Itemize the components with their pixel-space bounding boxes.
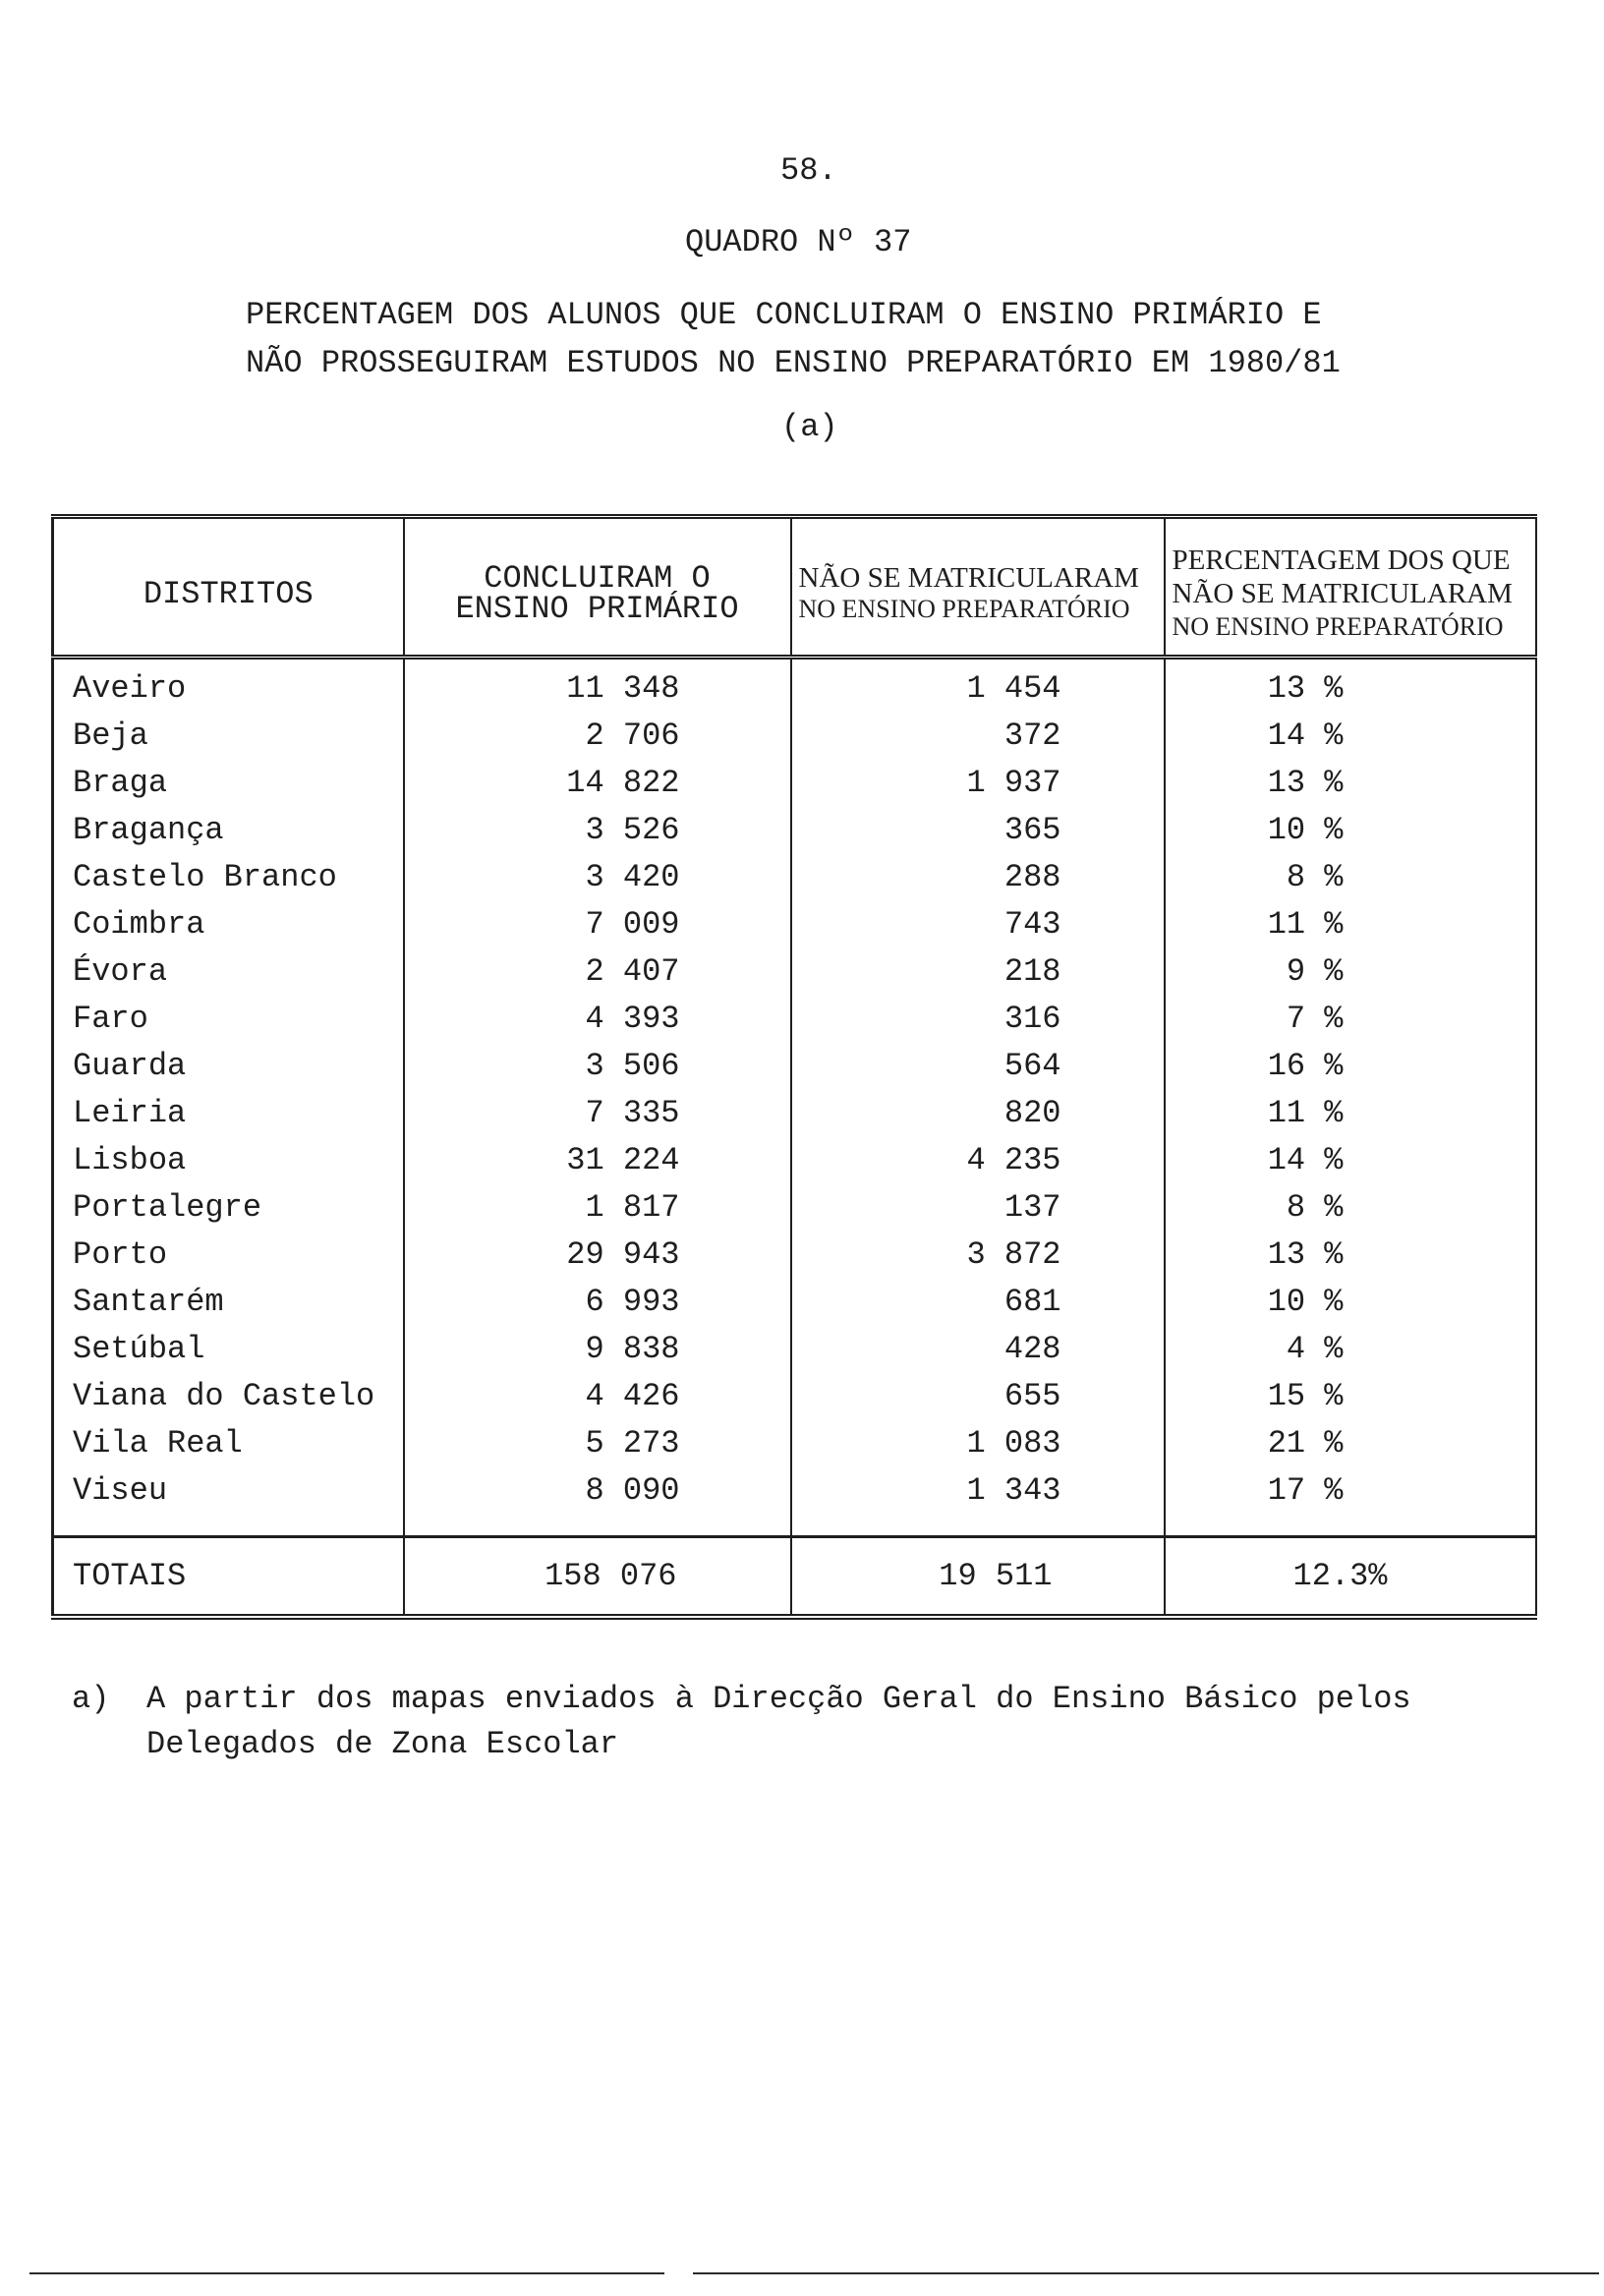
completed-cell: 7 009	[404, 901, 791, 948]
completed-cell: 4 393	[404, 996, 791, 1043]
table-row	[53, 665, 1536, 713]
percentage-cell: 13 %	[1165, 1232, 1536, 1279]
totals-row	[53, 1537, 1536, 1618]
table-header-row	[53, 517, 1536, 658]
totals-label: TOTAIS	[53, 1537, 404, 1618]
percentage-cell: 7 %	[1165, 996, 1536, 1043]
page-bottom-rule	[693, 2272, 1599, 2274]
percentage-cell: 8 %	[1165, 854, 1536, 901]
table-row	[53, 901, 1536, 948]
district-table	[51, 514, 1537, 1620]
not-enrolled-cell: 288	[791, 854, 1165, 901]
header-line: NÃO SE MATRICULARAM	[798, 562, 1139, 594]
district-cell: Bragança	[53, 807, 404, 854]
not-enrolled-cell: 1 937	[791, 760, 1165, 807]
not-enrolled-cell: 4 235	[791, 1137, 1165, 1184]
not-enrolled-cell: 372	[791, 713, 1165, 760]
percentage-cell: 10 %	[1165, 807, 1536, 854]
completed-cell: 1 817	[404, 1184, 791, 1232]
table-row	[53, 854, 1536, 901]
not-enrolled-cell: 137	[791, 1184, 1165, 1232]
completed-cell: 4 426	[404, 1373, 791, 1420]
completed-cell: 6 993	[404, 1279, 791, 1326]
header-percentage	[1165, 517, 1536, 658]
not-enrolled-cell: 365	[791, 807, 1165, 854]
table-row	[53, 1467, 1536, 1515]
table-row	[53, 1373, 1536, 1420]
district-cell: Coimbra	[53, 901, 404, 948]
district-cell: Portalegre	[53, 1184, 404, 1232]
page-bottom-rule	[29, 2272, 664, 2274]
not-enrolled-cell: 1 343	[791, 1467, 1165, 1515]
district-cell: Viseu	[53, 1467, 404, 1515]
footnote-text-line-2: Delegados de Zona Escolar	[146, 1726, 619, 1762]
not-enrolled-cell: 1 083	[791, 1420, 1165, 1467]
completed-cell: 7 335	[404, 1090, 791, 1137]
percentage-cell: 8 %	[1165, 1184, 1536, 1232]
not-enrolled-cell: 3 872	[791, 1232, 1165, 1279]
header-line: NO ENSINO PREPARATÓRIO	[1172, 612, 1504, 641]
not-enrolled-cell: 655	[791, 1373, 1165, 1420]
district-cell: Faro	[53, 996, 404, 1043]
footnote-text-line-1: A partir dos mapas enviados à Direcção Geral do Ensino Básico pelos	[146, 1681, 1411, 1717]
header-completed-primary	[404, 517, 791, 658]
percentage-cell: 13 %	[1165, 760, 1536, 807]
not-enrolled-cell: 218	[791, 948, 1165, 996]
table-title-line-1: PERCENTAGEM DOS ALUNOS QUE CONCLUIRAM O ENSINO PRIMÁRIO E	[246, 297, 1322, 333]
table-row	[53, 713, 1536, 760]
table-row	[53, 1090, 1536, 1137]
header-not-enrolled	[791, 517, 1165, 658]
table-row	[53, 760, 1536, 807]
totals-percentage: 12.3%	[1165, 1537, 1536, 1618]
not-enrolled-cell: 564	[791, 1043, 1165, 1090]
table-row	[53, 948, 1536, 996]
table-row	[53, 1420, 1536, 1467]
percentage-cell: 4 %	[1165, 1326, 1536, 1373]
completed-cell: 9 838	[404, 1326, 791, 1373]
table-row	[53, 1279, 1536, 1326]
header-line: ENSINO PRIMÁRIO	[455, 591, 739, 627]
completed-cell: 31 224	[404, 1137, 791, 1184]
percentage-cell: 15 %	[1165, 1373, 1536, 1420]
percentage-cell: 14 %	[1165, 713, 1536, 760]
district-cell: Santarém	[53, 1279, 404, 1326]
completed-cell: 11 348	[404, 665, 791, 713]
page-number: 58.	[780, 152, 837, 189]
table-title-line-2: NÃO PROSSEGUIRAM ESTUDOS NO ENSINO PREPARATÓRIO EM 1980/81	[246, 345, 1341, 381]
table-row	[53, 1043, 1536, 1090]
district-cell: Viana do Castelo	[53, 1373, 404, 1420]
footnote-marker: a)	[72, 1681, 110, 1717]
table-spacer	[53, 1515, 1536, 1537]
totals-not-enrolled: 19 511	[791, 1537, 1165, 1618]
completed-cell: 3 526	[404, 807, 791, 854]
district-cell: Beja	[53, 713, 404, 760]
table-row	[53, 1137, 1536, 1184]
not-enrolled-cell: 316	[791, 996, 1165, 1043]
header-line: NÃO SE MATRICULARAM	[1172, 578, 1513, 609]
percentage-cell: 17 %	[1165, 1467, 1536, 1515]
table-spacer	[53, 658, 1536, 666]
completed-cell: 29 943	[404, 1232, 791, 1279]
district-cell: Leiria	[53, 1090, 404, 1137]
completed-cell: 14 822	[404, 760, 791, 807]
percentage-cell: 9 %	[1165, 948, 1536, 996]
completed-cell: 2 706	[404, 713, 791, 760]
district-cell: Évora	[53, 948, 404, 996]
completed-cell: 8 090	[404, 1467, 791, 1515]
district-cell: Vila Real	[53, 1420, 404, 1467]
not-enrolled-cell: 681	[791, 1279, 1165, 1326]
table-header	[53, 517, 1536, 658]
header-districts	[53, 517, 404, 658]
percentage-cell: 10 %	[1165, 1279, 1536, 1326]
percentage-cell: 21 %	[1165, 1420, 1536, 1467]
not-enrolled-cell: 743	[791, 901, 1165, 948]
footnote-reference: (a)	[781, 409, 838, 445]
district-cell: Guarda	[53, 1043, 404, 1090]
not-enrolled-cell: 428	[791, 1326, 1165, 1373]
district-cell: Braga	[53, 760, 404, 807]
table-row	[53, 1326, 1536, 1373]
percentage-cell: 11 %	[1165, 901, 1536, 948]
header-line: NO ENSINO PREPARATÓRIO	[798, 595, 1130, 623]
totals-completed: 158 076	[404, 1537, 791, 1618]
table-label: QUADRO Nº 37	[685, 224, 912, 260]
completed-cell: 5 273	[404, 1420, 791, 1467]
table-row	[53, 996, 1536, 1043]
district-cell: Setúbal	[53, 1326, 404, 1373]
header-line: DISTRITOS	[143, 575, 314, 612]
district-cell: Lisboa	[53, 1137, 404, 1184]
not-enrolled-cell: 820	[791, 1090, 1165, 1137]
table-row	[53, 1232, 1536, 1279]
table-row	[53, 1184, 1536, 1232]
district-cell: Aveiro	[53, 665, 404, 713]
percentage-cell: 16 %	[1165, 1043, 1536, 1090]
completed-cell: 3 506	[404, 1043, 791, 1090]
percentage-cell: 13 %	[1165, 665, 1536, 713]
table-body	[53, 658, 1536, 1618]
not-enrolled-cell: 1 454	[791, 665, 1165, 713]
district-cell: Castelo Branco	[53, 854, 404, 901]
district-cell: Porto	[53, 1232, 404, 1279]
completed-cell: 2 407	[404, 948, 791, 996]
header-line: PERCENTAGEM DOS QUE	[1172, 545, 1511, 576]
percentage-cell: 14 %	[1165, 1137, 1536, 1184]
header-line: CONCLUIRAM O	[484, 560, 711, 597]
completed-cell: 3 420	[404, 854, 791, 901]
percentage-cell: 11 %	[1165, 1090, 1536, 1137]
table-row	[53, 807, 1536, 854]
